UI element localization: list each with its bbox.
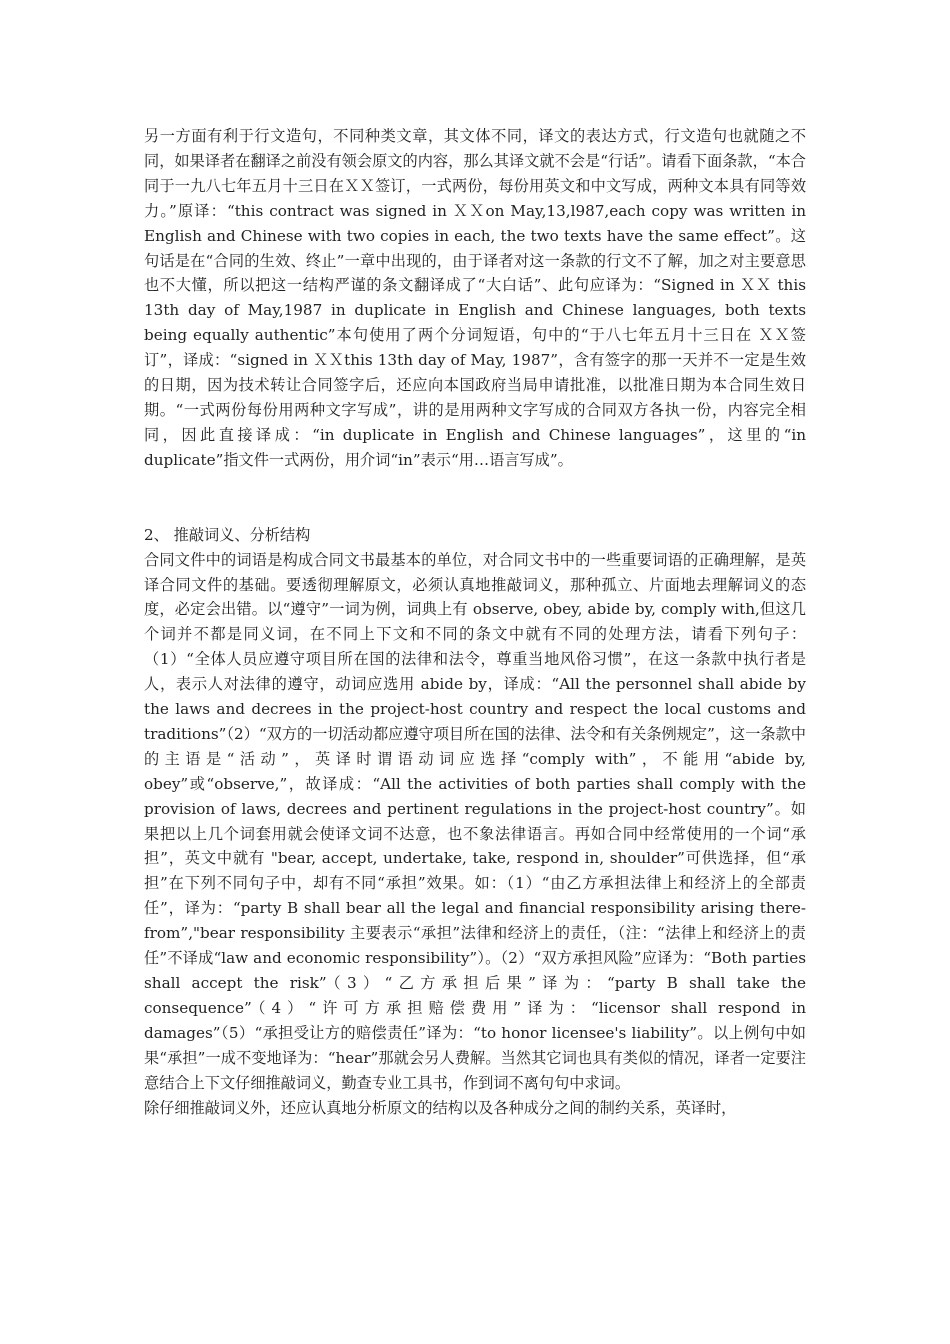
section-heading: 2、 推敲词义、分析结构 [144, 525, 311, 544]
document-page [144, 124, 806, 1120]
paragraph-spacer [144, 473, 806, 523]
body-paragraph-2: 合同文件中的词语是构成合同文书最基本的单位，对合同文书中的一些重要词语的正确理解，是英译合同文件的基础。要透彻理解原文，必须认真地推敲词义，那种孤立、片面地去理解词义的态度，必定会出错。以“遵守”一词为例，词典上有 observe, obey, abide by, comply with,但这几个词并不都是同义词，在不同上下文和不同的条文中就有不同的处理方法，请看下列句子：（1）“全体人员应遵守项目所在国的法律和法令，尊重当地风俗习惯”，在这一条款中执行者是人，表示人对法律的遵守，动词应选用 abide by，译成：“All the personnel shall abide by the laws and decrees in the project-host country and respect the local customs and traditions”（2）“双方的一切活动都应遵守项目所在国的法律、法令和有关条例规定”，这一条款中的主语是“活动”，英译时谓语动词应选择“comply with”，不能用“abide by, obey”或“observe,”，故译成：“All the activities of both parties shall comply with the provision of laws, decrees and pertinent regulations in the project-host country”。如果把以上几个词套用就会使译文词不达意，也不象法律语言。再如合同中经常使用的一个词“承担”，英文中就有 "bear, accept, undertake, take, respond in, shoulder”可供选择，但“承担”在下列不同句子中，却有不同“承担”效果。如：（1）“由乙方承担法律上和经济上的全部责任”，译为：“party B shall bear all the legal and financial responsibility arising there-from”,"bear responsibility 主要表示“承担”法律和经济上的责任，（注：“法律上和经济上的责任”不译成“law and economic responsibility”）。（2）“双方承担风险”应译为：“Both parties shall accept the risk”（3）“乙方承担后果”译为：“party B shall take the consequence”（4）“许可方承担赔偿费用”译为：“licensor shall respond in damages”（5）“承担受让方的赔偿责任”译为：“to honor licensee's liability”。以上例句中如果“承担”一成不变地译为：“hear”那就会另人费解。当然其它词也具有类似的情况，译者一定要注意结合上下文仔细推敲词义，勤查专业工具书，作到词不离句句中求词。 [144, 550, 806, 1092]
body-paragraph-1: 另一方面有利于行文造句，不同种类文章，其文体不同，译文的表达方式，行文造句也就随之不同，如果译者在翻译之前没有领会原文的内容，那么其译文就不会是“行话”。请看下面条款，“本合同于一九八七年五月十三日在ＸＸ签订，一式两份，每份用英文和中文写成，两种文本具有同等效力。”原译：“this contract was signed in ＸＸon May,13,l987,each copy was written in English and Chinese with two copies in each, the two texts have the same effect”。这句话是在“合同的生效、终止”一章中出现的，由于译者对这一条款的行文不了解，加之对主要意思也不大懂，所以把这一结构严谨的条文翻译成了“大白话”、此句应译为：“Signed in ＸＸ this 13th day of May,1987 in duplicate in English and Chinese languages, both texts being equally authentic”本句使用了两个分词短语，句中的“于八七年五月十三日在 ＸＸ签订”，译成：“signed in ＸＸthis 13th day of May, 1987”，含有签字的那一天并不一定是生效的日期，因为技术转让合同签字后，还应向本国政府当局申请批准，以批准日期为本合同生效日期。“一式两份每份用两种文字写成”，讲的是用两种文字写成的合同双方各执一份，内容完全相同，因此直接译成：“in duplicate in English and Chinese languages”，这里的“in duplicate”指文件一式两份，用介词“in”表示“用…语言写成”。 [144, 127, 806, 469]
body-paragraph-3: 除仔细推敲词义外，还应认真地分析原文的结构以及各种成分之间的制约关系，英译时， [144, 1098, 737, 1117]
